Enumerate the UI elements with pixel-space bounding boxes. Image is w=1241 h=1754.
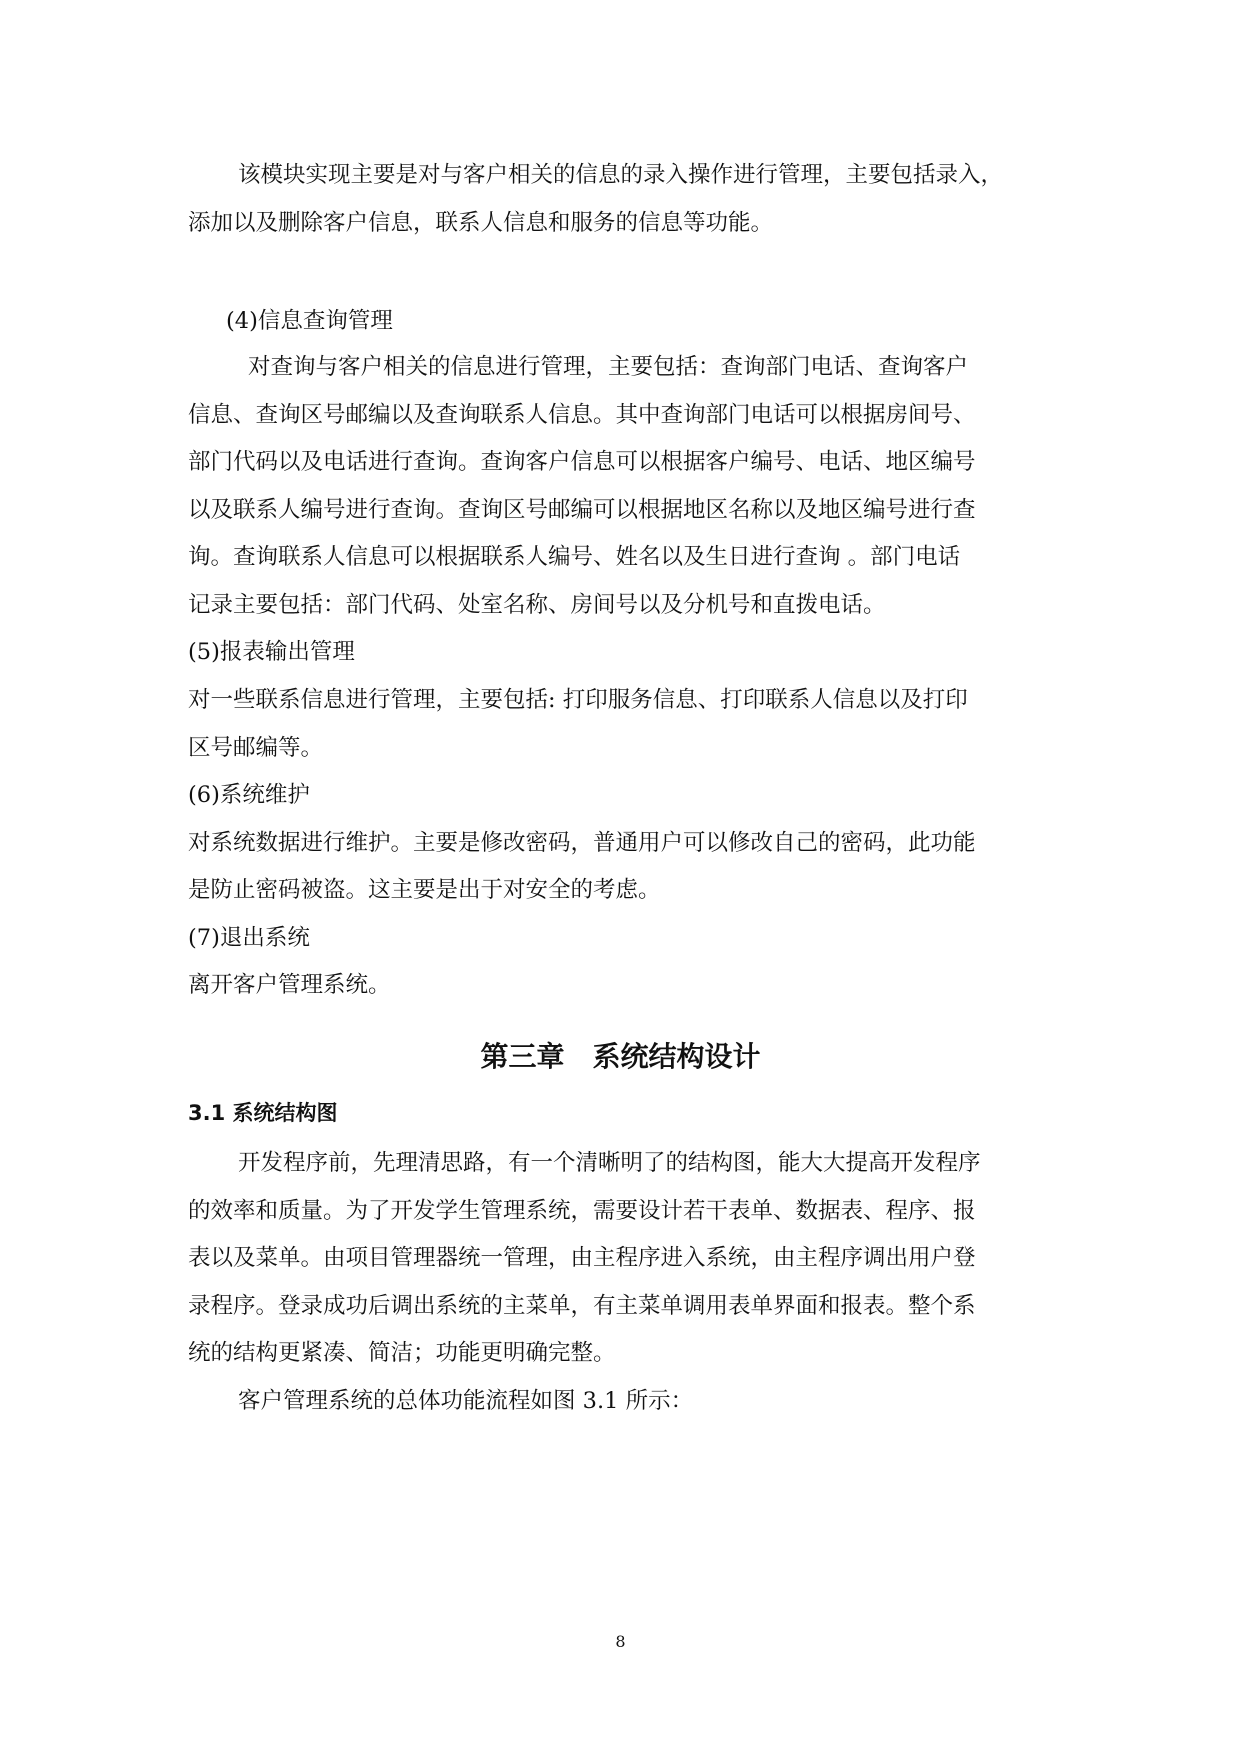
section-heading: (7)退出系统: [188, 925, 310, 951]
paragraph-line: 的效率和质量。为了开发学生管理系统，需要设计若干表单、数据表、程序、报: [188, 1198, 976, 1224]
section-heading: (6)系统维护: [188, 782, 310, 808]
paragraph-line: 区号邮编等。: [188, 735, 324, 761]
paragraph-line: 是防止密码被盗。这主要是出于对安全的考虑。: [188, 877, 661, 903]
paragraph-line: 询。查询联系人信息可以根据联系人编号、姓名以及生日进行查询 。部门电话: [188, 544, 961, 570]
section-heading: (5)报表输出管理: [188, 639, 355, 665]
paragraph-line: 部门代码以及电话进行查询。查询客户信息可以根据客户编号、电话、地区编号: [188, 449, 976, 475]
subsection-title: 3.1 系统结构图: [188, 1101, 338, 1125]
paragraph-line: 统的结构更紧凑、简洁；功能更明确完整。: [188, 1340, 616, 1366]
paragraph-line: 客户管理系统的总体功能流程如图 3.1 所示：: [238, 1388, 694, 1414]
paragraph-line: 对查询与客户相关的信息进行管理，主要包括：查询部门电话、查询客户: [248, 354, 969, 380]
paragraph-line: 对一些联系信息进行管理，主要包括: 打印服务信息、打印联系人信息以及打印: [188, 687, 968, 713]
paragraph-line: 信息、查询区号邮编以及查询联系人信息。其中查询部门电话可以根据房间号、: [188, 402, 976, 428]
paragraph-line: 对系统数据进行维护。主要是修改密码，普通用户可以修改自己的密码，此功能: [188, 830, 976, 856]
paragraph-line: 离开客户管理系统。: [188, 972, 391, 998]
paragraph-line: 开发程序前，先理清思路，有一个清晰明了的结构图，能大大提高开发程序: [238, 1150, 981, 1176]
section-heading: (4)信息查询管理: [226, 308, 393, 334]
paragraph-line: 该模块实现主要是对与客户相关的信息的录入操作进行管理，主要包括录入，: [238, 162, 1004, 188]
page-number: 8: [615, 1632, 626, 1651]
paragraph-line: 表以及菜单。由项目管理器统一管理，由主程序进入系统，由主程序调出用户登: [188, 1245, 976, 1271]
paragraph-line: 添加以及删除客户信息，联系人信息和服务的信息等功能。: [188, 210, 774, 236]
paragraph-line: 录程序。登录成功后调出系统的主菜单，有主菜单调用表单界面和报表。整个系: [188, 1293, 976, 1319]
paragraph-line: 以及联系人编号进行查询。查询区号邮编可以根据地区名称以及地区编号进行查: [188, 497, 976, 523]
paragraph-line: 记录主要包括：部门代码、处室名称、房间号以及分机号和直拨电话。: [188, 592, 886, 618]
chapter-title: 第三章 系统结构设计: [480, 1040, 761, 1073]
